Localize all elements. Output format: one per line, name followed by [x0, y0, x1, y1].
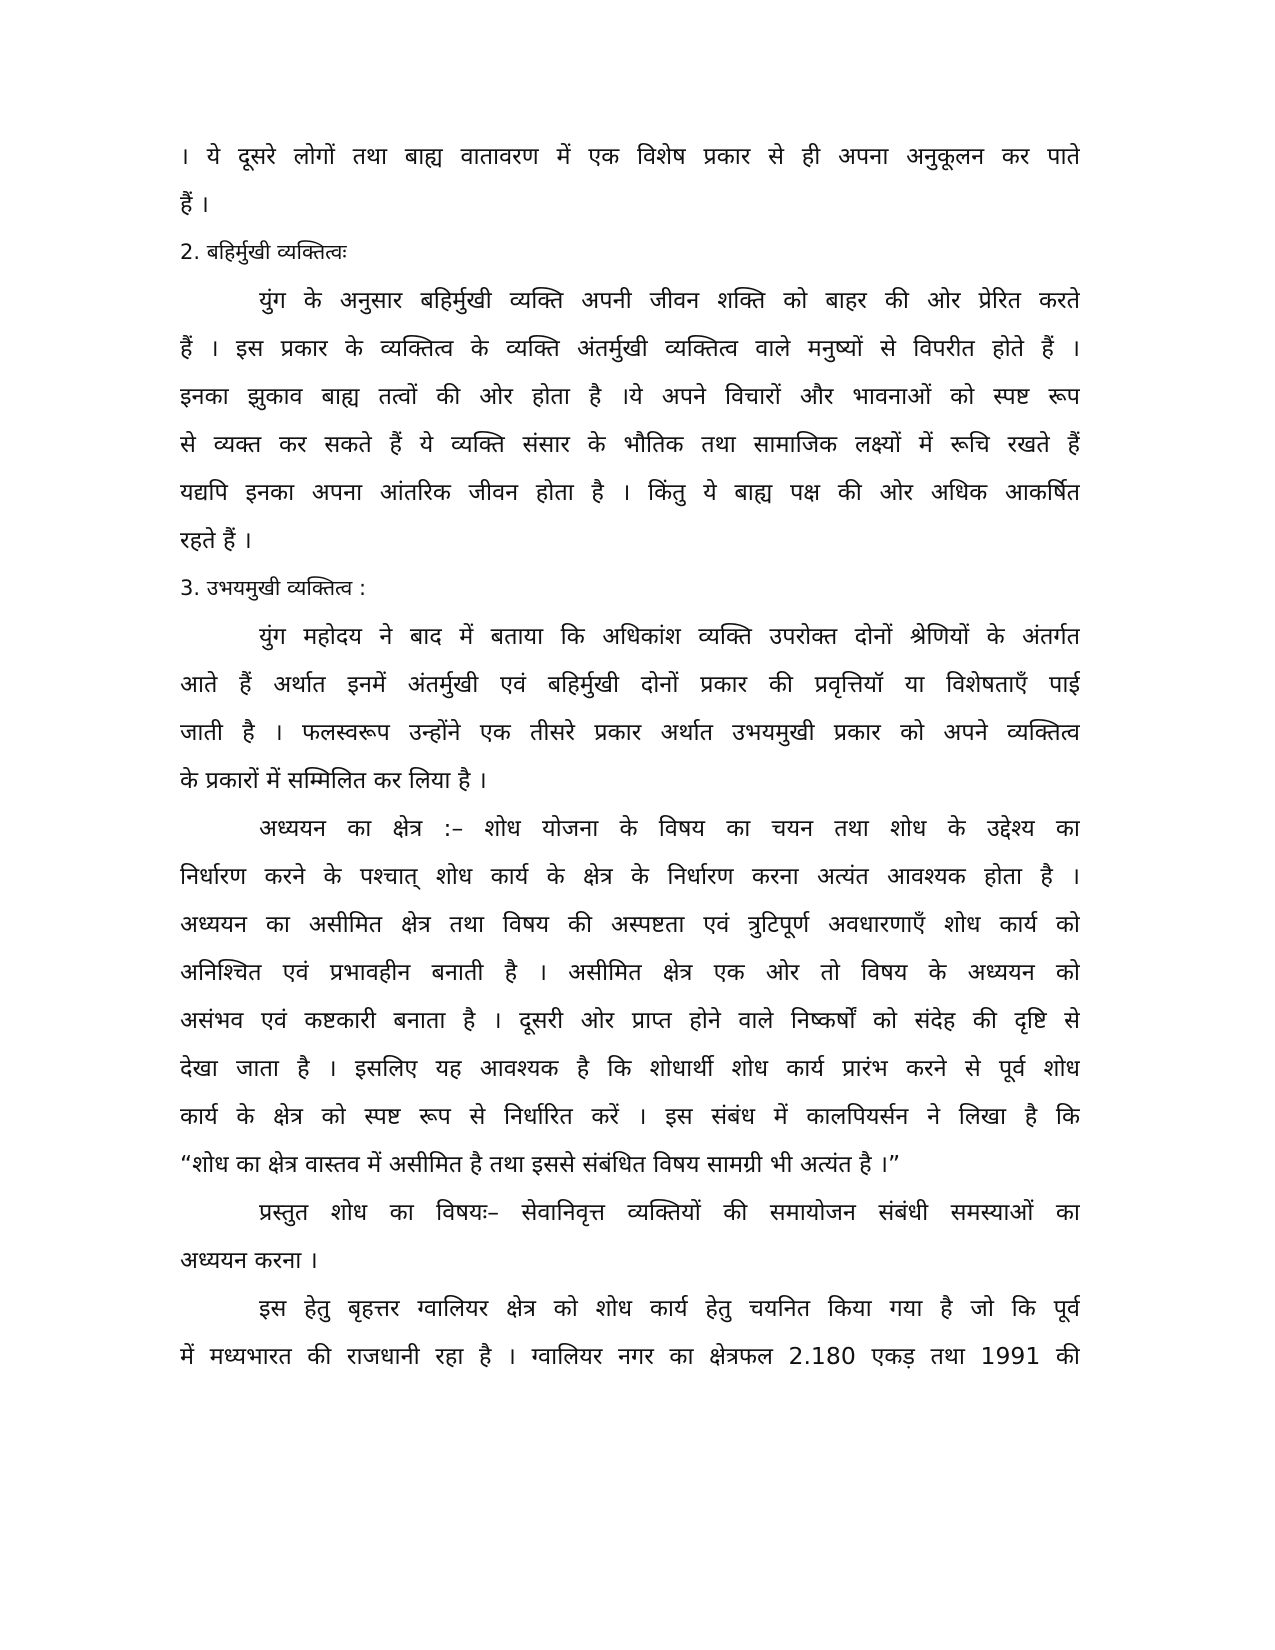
document-page — [180, 132, 1080, 1380]
text-line: हैं । इस प्रकार के व्यक्तित्व के व्यक्ति अंतर्मुखी व्यक्तित्व वाले मनुष्यों से विपरीत होते हैं । — [180, 334, 1080, 362]
text-line: निर्धारण करने के पश्चात् शोध कार्य के क्षेत्र के निर्धारण करना अत्यंत आवश्यक होता है । — [180, 862, 1080, 890]
text-line: में मध्यभारत की राजधानी रहा है । ग्वालियर नगर का क्षेत्रफल 2.180 एकड़ तथा 1991 की — [180, 1342, 1080, 1370]
text-line: अध्ययन का असीमित क्षेत्र तथा विषय की अस्पष्टता एवं त्रुटिपूर्ण अवधारणाएँ शोध कार्य को — [180, 910, 1080, 938]
text-line: यद्यपि इनका अपना आंतरिक जीवन होता है । किंतु ये बाह्य पक्ष की ओर अधिक आकर्षित — [180, 478, 1080, 506]
paragraph-first-line: युंग महोदय ने बाद में बताया कि अधिकांश व्यक्ति उपरोक्त दोनों श्रेणियों के अंतर्गत — [259, 622, 1080, 650]
text-line: असंभव एवं कष्टकारी बनाता है । दूसरी ओर प्राप्त होने वाले निष्कर्षों को संदेह की दृष्टि से — [180, 1006, 1080, 1034]
paragraph-first-line: इस हेतु बृहत्तर ग्वालियर क्षेत्र को शोध कार्य हेतु चयनित किया गया है जो कि पूर्व — [259, 1294, 1080, 1322]
paragraph-first-line: प्रस्तुत शोध का विषयः– सेवानिवृत्त व्यक्तियों की समायोजन संबंधी समस्याओं का — [259, 1198, 1080, 1226]
text-line: देखा जाता है । इसलिए यह आवश्यक है कि शोधार्थी शोध कार्य प्रारंभ करने से पूर्व शोध — [180, 1054, 1080, 1082]
text-line: के प्रकारों में सम्मिलित कर लिया है । — [180, 766, 487, 794]
text-line: इनका झुकाव बाह्य तत्वों की ओर होता है ।ये अपने विचारों और भावनाओं को स्पष्ट रूप — [180, 382, 1080, 410]
text-line: जाती है । फलस्वरूप उन्होंने एक तीसरे प्रकार अर्थात उभयमुखी प्रकार को अपने व्यक्तित्व — [180, 718, 1080, 746]
text-line: रहते हैं । — [180, 526, 252, 554]
text-line: कार्य के क्षेत्र को स्पष्ट रूप से निर्धारित करें । इस संबंध में कालपियर्सन ने लिखा है कि — [180, 1102, 1080, 1130]
quotation-line: “शोध का क्षेत्र वास्तव में असीमित है तथा इससे संबंधित विषय सामग्री भी अत्यंत है ।” — [180, 1150, 901, 1178]
text-line: हैं । — [180, 190, 209, 218]
section-heading: 3. उभयमुखी व्यक्तित्व : — [180, 576, 367, 600]
paragraph-first-line: अध्ययन का क्षेत्र :– शोध योजना के विषय का चयन तथा शोध के उद्देश्य का — [259, 814, 1080, 842]
text-line: अनिश्चित एवं प्रभावहीन बनाती है । असीमित क्षेत्र एक ओर तो विषय के अध्ययन को — [180, 958, 1080, 986]
text-line: से व्यक्त कर सकते हैं ये व्यक्ति संसार के भौतिक तथा सामाजिक लक्ष्यों में रूचि रखते हैं — [180, 430, 1080, 458]
paragraph-first-line: युंग के अनुसार बहिर्मुखी व्यक्ति अपनी जीवन शक्ति को बाहर की ओर प्रेरित करते — [259, 286, 1080, 314]
text-line: अध्ययन करना । — [180, 1246, 318, 1274]
section-heading: 2. बहिर्मुखी व्यक्तित्वः — [180, 240, 347, 264]
text-line: । ये दूसरे लोगों तथा बाह्य वातावरण में एक विशेष प्रकार से ही अपना अनुकूलन कर पाते — [180, 142, 1080, 170]
text-line: आते हैं अर्थात इनमें अंतर्मुखी एवं बहिर्मुखी दोनों प्रकार की प्रवृत्तियॉ या विशेषताएँ पाई — [180, 670, 1080, 698]
